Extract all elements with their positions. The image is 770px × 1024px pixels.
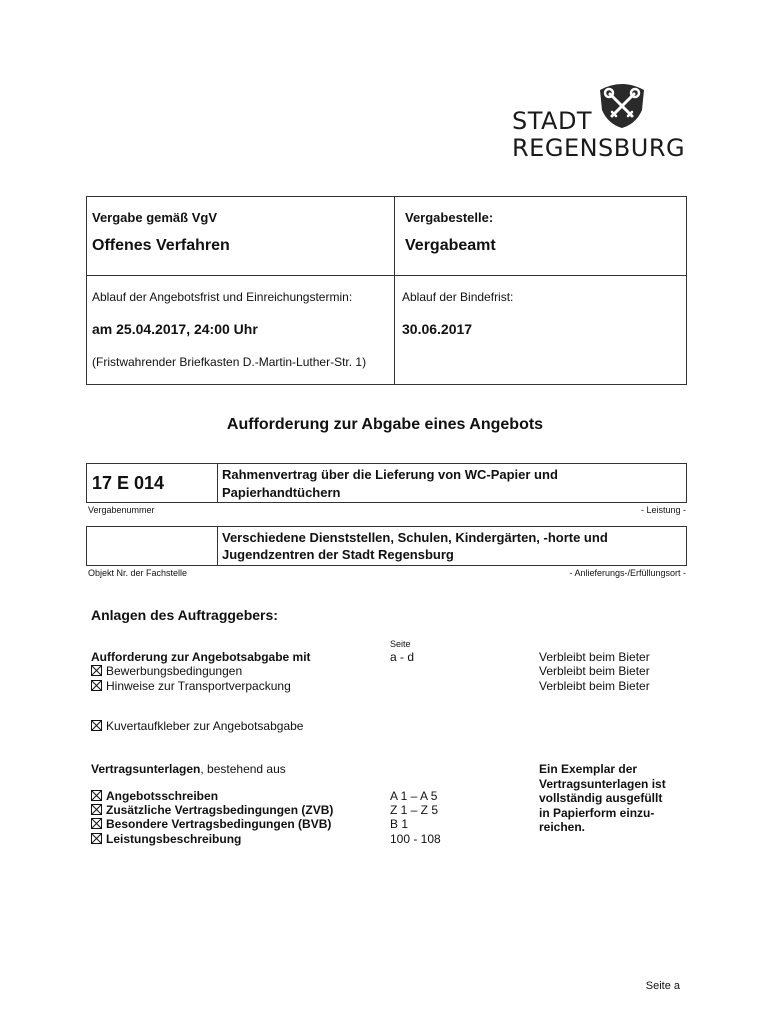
logo-line-regensburg: REGENSBURG — [512, 134, 686, 162]
ort-line2: Jugendzentren der Stadt Regensburg — [222, 547, 454, 562]
checked-box-icon — [91, 818, 102, 829]
group1-seite: a - d — [390, 650, 415, 664]
checked-box-icon — [91, 790, 102, 801]
item-label: Leistungsbeschreibung — [106, 832, 242, 846]
vertrag-title — [91, 762, 286, 776]
checked-box-icon — [91, 680, 102, 691]
leistung-line1: Rahmenvertrag über die Lieferung von WC-Papier und — [222, 467, 558, 482]
seite-column-header: Seite — [390, 639, 411, 649]
checked-box-icon — [91, 720, 102, 731]
vertrag-title-bold: Vertragsunterlagen — [91, 762, 201, 776]
list-item — [91, 832, 241, 846]
anlagen-heading: Anlagen des Auftraggebers: — [91, 607, 278, 623]
item-note: Verbleibt beim Bieter — [539, 664, 650, 678]
vergabestelle-label: Vergabestelle: — [405, 210, 494, 225]
checked-box-icon — [91, 665, 102, 676]
ort-caption: - Anlieferungs-/Erfüllungsort - — [569, 568, 686, 578]
vergabenummer-value: 17 E 014 — [92, 473, 165, 493]
item-seite: A 1 – A 5 — [390, 789, 438, 803]
bindefrist-value: 30.06.2017 — [402, 321, 473, 337]
crossed-keys-crest-icon — [596, 80, 648, 130]
angebotsfrist-label: Ablauf der Angebotsfrist und Einreichungstermin: — [92, 290, 353, 304]
leistung-caption: - Leistung - — [640, 505, 686, 515]
list-item — [91, 679, 291, 693]
item-note: Verbleibt beim Bieter — [539, 679, 650, 693]
group1-title: Aufforderung zur Angebotsabgabe mit — [91, 650, 311, 664]
item-seite: Z 1 – Z 5 — [390, 803, 439, 817]
group1-note: Verbleibt beim Bieter — [539, 650, 650, 664]
list-item — [91, 789, 218, 803]
item-label: Hinweise zur Transportverpackung — [106, 679, 291, 693]
kuvert-item — [91, 719, 303, 733]
vertrag-title-rest: , bestehend aus — [200, 762, 286, 776]
item-seite: 100 - 108 — [390, 832, 441, 846]
leistung-line2: Papierhandtüchern — [222, 485, 341, 500]
item-label: Besondere Vertragsbedingungen (BVB) — [106, 817, 332, 831]
exemplar-line: Vertragsunterlagen ist — [539, 776, 666, 791]
vergabe-value: Offenes Verfahren — [92, 237, 230, 254]
page-title: Aufforderung zur Abgabe eines Angebots — [226, 416, 544, 433]
exemplar-line: in Papierform einzu- — [539, 805, 655, 820]
list-item — [91, 817, 331, 831]
item-label: Angebotsschreiben — [106, 789, 219, 803]
vergabestelle-value: Vergabeamt — [405, 237, 496, 254]
item-label: Bewerbungsbedingungen — [106, 664, 243, 678]
exemplar-line: Ein Exemplar der — [539, 762, 638, 776]
exemplar-line: reichen. — [539, 820, 586, 834]
angebotsfrist-value: am 25.04.2017, 24:00 Uhr — [92, 321, 258, 337]
exemplar-note — [539, 762, 666, 835]
briefkasten-note: (Fristwahrender Briefkasten D.-Martin-Luther-Str. 1) — [92, 355, 367, 369]
exemplar-line: vollständig ausgefüllt — [539, 791, 663, 805]
item-label: Zusätzliche Vertragsbedingungen (ZVB) — [106, 803, 334, 817]
page-number: Seite a — [645, 980, 680, 992]
vergabe-label: Vergabe gemäß VgV — [92, 210, 217, 225]
checked-box-icon — [91, 833, 102, 844]
objekt-caption: Objekt Nr. der Fachstelle — [88, 568, 188, 578]
ort-line1: Verschiedene Dienststellen, Schulen, Kindergärten, -horte und — [222, 530, 608, 545]
vergabenummer-caption: Vergabenummer — [88, 505, 155, 515]
checked-box-icon — [91, 804, 102, 815]
list-item — [91, 664, 242, 678]
item-seite: B 1 — [390, 817, 409, 831]
logo-line-stadt: STADT — [512, 107, 593, 135]
list-item — [91, 803, 333, 817]
bindefrist-label: Ablauf der Bindefrist: — [402, 290, 514, 304]
item-label: Kuvertaufkleber zur Angebotsabgabe — [106, 719, 304, 733]
